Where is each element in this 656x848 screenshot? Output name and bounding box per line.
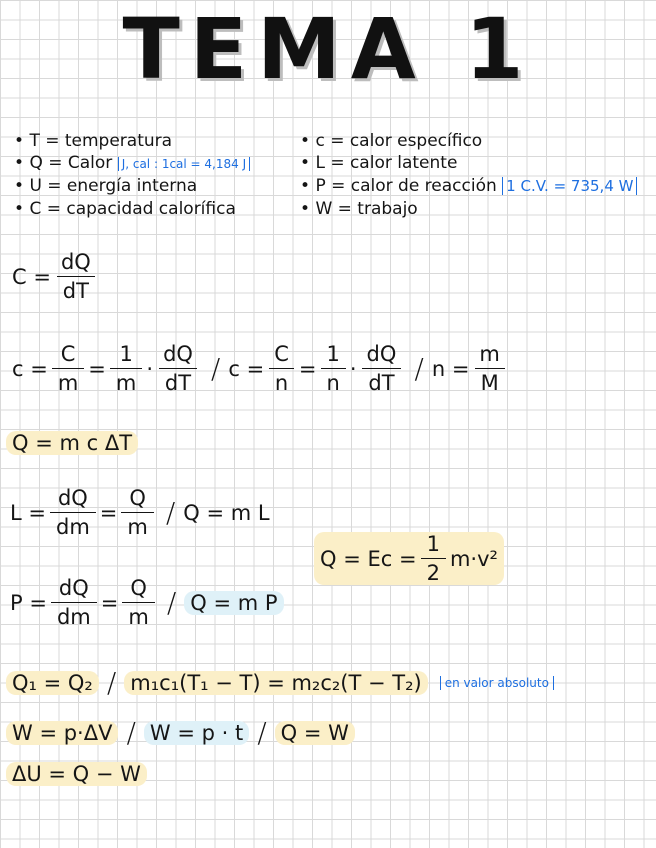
- balance-note: en valor absoluto: [440, 676, 554, 690]
- definition-item: • U = energía interna: [14, 176, 198, 196]
- definition-item: • c = calor específico: [300, 131, 483, 151]
- definition-item: • P = calor de reacción 1 C.V. = 735,4 W: [300, 176, 637, 196]
- formula-sensible-heat: Q = m c ΔT: [6, 431, 138, 455]
- unit-note: 1 C.V. = 735,4 W: [502, 177, 637, 195]
- definition-item: • W = trabajo: [300, 199, 418, 219]
- formula-first-law: ΔU = Q − W: [6, 762, 147, 786]
- formula-reaction-heat: P = $\frac{dQ}{dm}$ = $\frac{Q}{m}$ / Q = m P: [10, 576, 284, 629]
- definition-item: • Q = Calor J, cal : 1cal = 4,184 J: [14, 153, 250, 173]
- formula-work: W = p·ΔV / W = p · t / Q = W: [6, 716, 355, 749]
- definition-item: • T = temperatura: [14, 131, 173, 151]
- formula-heat-balance: Q₁ = Q₂ / m₁c₁(T₁ − T) = m₂c₂(T − T₂) en valor absoluto: [6, 666, 554, 699]
- formula-kinetic-energy: Q = Ec = $\frac{1}{2}$ m·v²: [314, 532, 504, 585]
- formula-heat-capacity: C = $\frac{dQ}{dT}$: [12, 250, 101, 303]
- definition-item: • L = calor latente: [300, 153, 458, 173]
- formula-specific-heat: c = $\frac{C}{m}$ = $\frac{1}{m}$ · $\frac{dQ}{dT}$ / c = $\frac{C}{n}$ = $\frac{1}{n}$ · $\frac{dQ}{dT}$ / n = $\frac{m}{M}$: [12, 342, 510, 395]
- page-title: TEMA 1: [122, 0, 534, 98]
- unit-note: J, cal : 1cal = 4,184 J: [118, 157, 250, 171]
- definition-item: • C = capacidad calorífica: [14, 199, 236, 219]
- formula-latent-heat: L = $\frac{dQ}{dm}$ = $\frac{Q}{m}$ / Q = m L: [10, 486, 270, 539]
